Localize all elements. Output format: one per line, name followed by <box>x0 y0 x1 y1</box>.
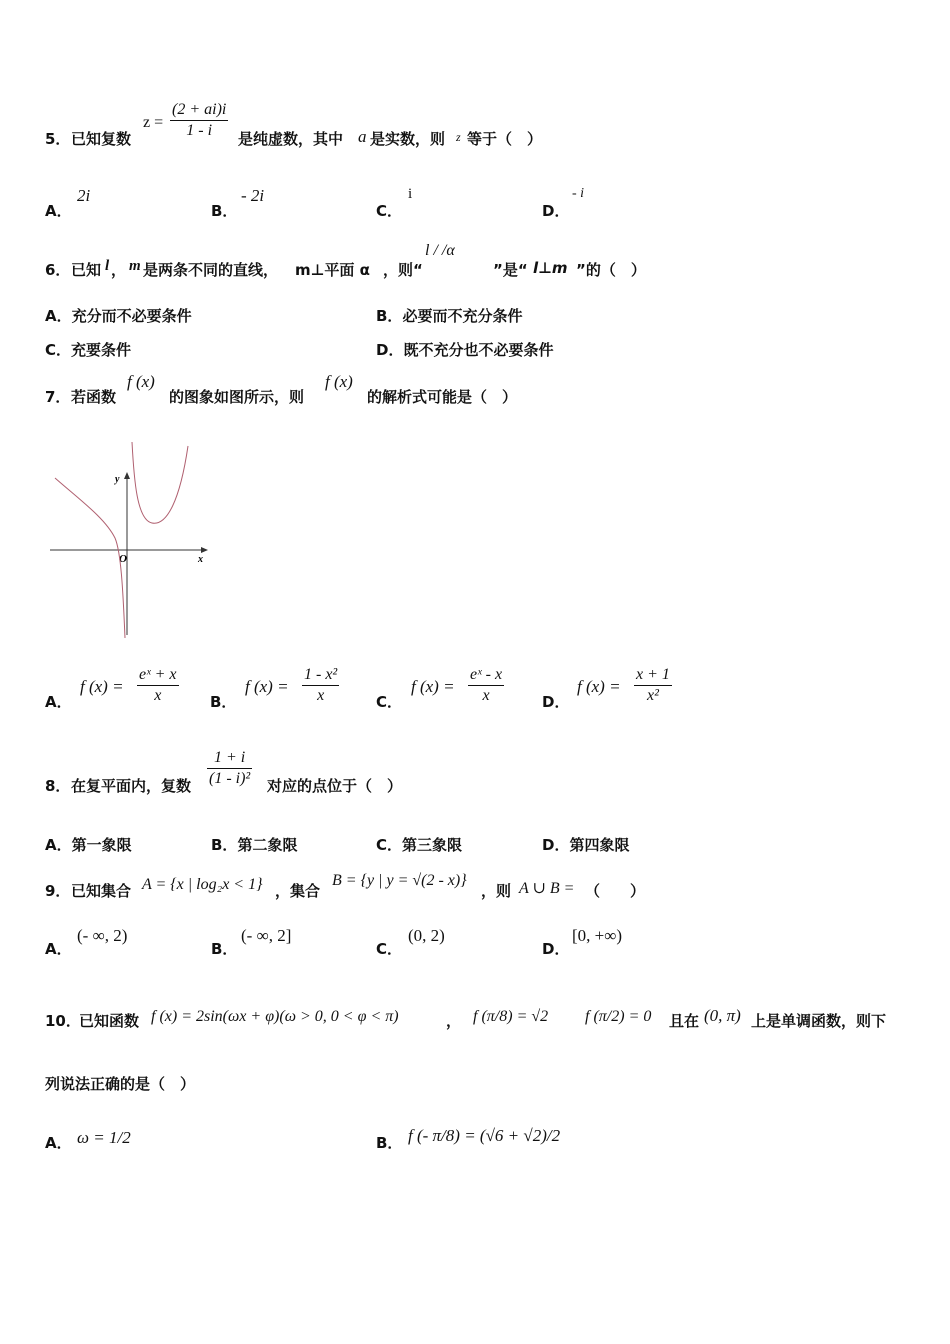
q5-mid: 是纯虚数，其中 <box>238 130 344 148</box>
q8-post: 对应的点位于（ ） <box>267 777 403 795</box>
q6-text2: 是两条不同的直线， <box>143 261 279 279</box>
q7-number: 7． <box>45 388 71 406</box>
q7-option-a-lhs: f (x) = <box>80 677 124 696</box>
q7-option-d-num: x + 1 <box>634 665 672 686</box>
q5-formula-num: (2 + ai)i <box>170 100 228 121</box>
q8-option-b[interactable] <box>211 834 297 855</box>
q8-option-c[interactable] <box>376 834 462 855</box>
q7-option-b-num: 1 - x² <box>302 665 339 686</box>
q9-option-d-value: [0, +∞) <box>572 926 623 945</box>
q8-option-c-label: C． <box>376 836 403 854</box>
q7-graph-right-branch <box>132 442 188 523</box>
q7-option-a-den: x <box>154 687 162 704</box>
q8-formula-num: 1 + i <box>207 748 252 769</box>
q10-cond1: f (π/8) = √2 <box>473 1008 549 1025</box>
q7-fx-2: f (x) <box>325 372 353 391</box>
q5-option-b-value: - 2i <box>241 186 265 205</box>
q6-option-b-value: 必要而不充分条件 <box>402 307 523 325</box>
q6-text1: 已知 <box>71 261 102 279</box>
q8-number: 8． <box>45 777 71 795</box>
q9-post: （ ） <box>585 882 646 900</box>
q7-post: 的解析式可能是（ ） <box>367 388 518 406</box>
q6-option-d[interactable] <box>376 339 553 360</box>
q7-option-c-label: C． <box>376 693 403 711</box>
q5-option-b-label: B． <box>211 202 238 220</box>
q9-set-b: B = {y | y = √(2 - x)} <box>332 872 467 889</box>
q6-m: m <box>129 258 141 274</box>
q6-option-d-label: D． <box>376 341 404 359</box>
q9-set-a: A = {x | log₂x < 1} <box>142 876 263 893</box>
q7-option-b-fraction <box>302 665 339 706</box>
q6-comma: ， <box>111 261 127 279</box>
q10-option-b-value: f (- π/8) = (√6 + √2)/2 <box>408 1126 561 1145</box>
q7-graph-y-arrow <box>124 472 130 479</box>
q8-option-a[interactable] <box>45 834 132 855</box>
q10-line2: 列说法正确的是（ ） <box>45 1075 196 1093</box>
q6-option-b-label: B． <box>376 307 403 325</box>
q8-option-c-value: 第三象限 <box>402 836 463 854</box>
q7-option-c-den: x <box>482 687 490 704</box>
q7-option-a-num: eˣ + x <box>137 665 179 686</box>
q6-text5: ”的（ ） <box>576 261 646 279</box>
q10-option-b-label: B． <box>376 1134 403 1152</box>
q5-formula-lhs: z = <box>143 114 164 131</box>
q7-option-d-fraction <box>634 665 672 706</box>
q10-number: 10． <box>45 1012 81 1030</box>
q6-number: 6． <box>45 261 71 279</box>
q9-option-a-label: A． <box>45 940 72 958</box>
q5-option-c-label: C． <box>376 202 403 220</box>
q6-option-a-value: 充分而不必要条件 <box>71 307 192 325</box>
q9-option-b-label: B． <box>211 940 238 958</box>
q5-option-a-label: A． <box>45 202 72 220</box>
q9-pre: 已知集合 <box>71 882 132 900</box>
q6-option-c-label: C． <box>45 341 72 359</box>
q10-post: 上是单调函数，则下 <box>751 1012 887 1030</box>
q6-text3: ，则“ <box>383 261 423 279</box>
q10-pre: 已知函数 <box>79 1012 140 1030</box>
q9-mid: ，集合 <box>275 882 321 900</box>
q7-graph-x-arrow <box>201 547 208 553</box>
q5-option-d-value: - i <box>572 186 585 201</box>
q9-option-b-value: (- ∞, 2] <box>241 926 292 945</box>
q6-option-c[interactable] <box>45 339 131 360</box>
q5-var-z: z <box>456 130 461 144</box>
q9-mid2: ，则 <box>481 882 512 900</box>
q7-graph <box>45 440 225 645</box>
q8-formula-fraction <box>207 748 252 789</box>
q7-option-a-label: A． <box>45 693 72 711</box>
q5-option-a-value: 2i <box>77 186 91 205</box>
q6-option-b[interactable] <box>376 305 522 326</box>
q6-rel: l⊥m <box>533 259 568 277</box>
q8-option-a-value: 第一象限 <box>71 836 132 854</box>
q10-func: f (x) = 2sin(ωx + φ)(ω > 0, 0 < φ < π) <box>151 1008 399 1025</box>
q8-option-d-value: 第四象限 <box>569 836 630 854</box>
q7-graph-x-label: x <box>198 554 203 565</box>
q9-option-d-label: D． <box>542 940 570 958</box>
q6-text4: ”是“ <box>493 261 528 279</box>
q6-option-a[interactable] <box>45 305 192 326</box>
q7-option-d-lhs: f (x) = <box>577 677 621 696</box>
q7-option-b-lhs: f (x) = <box>245 677 289 696</box>
q9-option-c-value: (0, 2) <box>408 926 445 945</box>
q6-l: l <box>105 258 110 274</box>
q5-var-a: a <box>358 127 367 146</box>
q10-mid: 且在 <box>669 1012 700 1030</box>
q7-option-c-num: eˣ - x <box>468 665 504 686</box>
q7-graph-origin: O <box>119 553 127 565</box>
q5-post: 等于（ ） <box>467 130 543 148</box>
q7-pre: 若函数 <box>71 388 117 406</box>
q8-option-a-label: A． <box>45 836 72 854</box>
q9-number: 9． <box>45 882 71 900</box>
q7-mid: 的图象如图所示，则 <box>169 388 305 406</box>
q9-option-c-label: C． <box>376 940 403 958</box>
q6-option-d-value: 既不充分也不必要条件 <box>403 341 554 359</box>
q7-option-c-lhs: f (x) = <box>411 677 455 696</box>
q5-option-c-value: i <box>408 186 413 202</box>
q9-option-a-value: (- ∞, 2) <box>77 926 128 945</box>
q6-formula: l / /α <box>425 242 455 259</box>
q9-expr: A ∪ B = <box>519 880 575 897</box>
q7-option-b-label: B． <box>210 693 237 711</box>
q7-option-d-label: D． <box>542 693 570 711</box>
q7-fx-1: f (x) <box>127 372 155 391</box>
q6-option-a-label: A． <box>45 307 72 325</box>
q5-pre: 已知复数 <box>71 130 132 148</box>
q7-graph-y-label: y <box>115 474 120 485</box>
q5-number: 5． <box>45 130 71 148</box>
q7-option-d-den: x² <box>647 687 659 704</box>
q8-option-d[interactable] <box>542 834 629 855</box>
q8-formula-den: (1 - i)² <box>209 770 251 787</box>
q7-option-a-fraction <box>137 665 179 706</box>
q7-graph-left-branch <box>55 478 125 638</box>
q10-cond2: f (π/2) = 0 <box>585 1008 652 1025</box>
q8-pre: 在复平面内，复数 <box>71 777 192 795</box>
q5-formula-fraction <box>170 100 228 141</box>
q10-comma: ， <box>446 1012 462 1030</box>
q7-option-b-den: x <box>317 687 325 704</box>
q6-option-c-value: 充要条件 <box>71 341 132 359</box>
q10-interval: (0, π) <box>704 1006 741 1025</box>
q5-formula-den: 1 - i <box>186 122 213 139</box>
q10-option-a-value: ω = 1/2 <box>77 1128 131 1147</box>
q5-option-d-label: D． <box>542 202 570 220</box>
q8-option-d-label: D． <box>542 836 570 854</box>
q6-m-perp: m⊥平面 α <box>295 261 370 279</box>
q8-option-b-value: 第二象限 <box>237 836 298 854</box>
q5-mid2: 是实数，则 <box>370 130 446 148</box>
q8-option-b-label: B． <box>211 836 238 854</box>
q7-option-c-fraction <box>468 665 504 706</box>
q10-option-a-label: A． <box>45 1134 72 1152</box>
